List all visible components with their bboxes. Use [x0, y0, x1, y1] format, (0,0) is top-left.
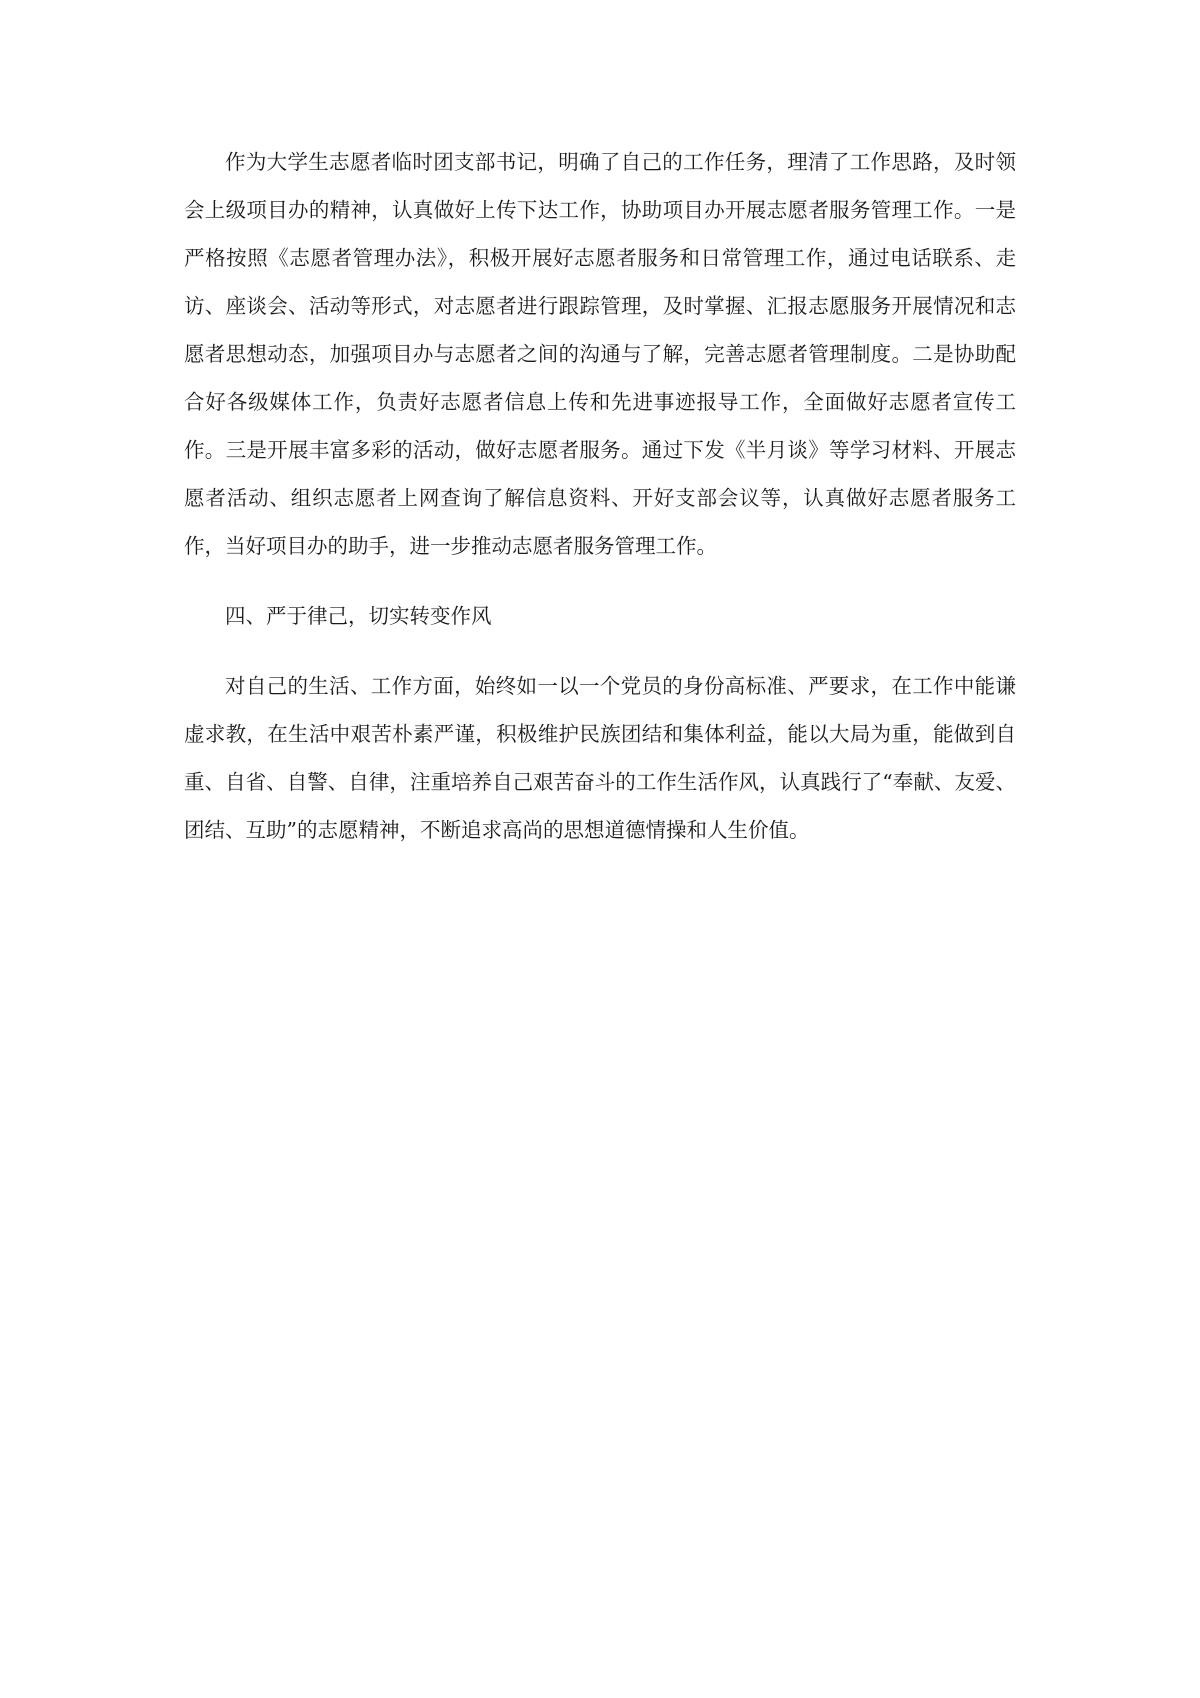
paragraph-self-discipline: 对自己的生活、工作方面，始终如一以一个党员的身份高标准、严要求，在工作中能谦虚求教，在生活中艰苦朴素严谨，积极维护民族团结和集体利益，能以大局为重，能做到自重、自省、自警、自律，注重培养自己艰苦奋斗的工作生活作风，认真践行了“奉献、友爱、团结、互助”的志愿精神，不断追求高尚的思想道德情操和人生价值。: [184, 674, 1016, 842]
paragraph-branch-secretary-work: 作为大学生志愿者临时团支部书记，明确了自己的工作任务，理清了工作思路，及时领会上级项目办的精神，认真做好上传下达工作，协助项目办开展志愿者服务管理工作。一是严格按照《志愿者管理办法》，积极开展好志愿者服务和日常管理工作，通过电话联系、走访、座谈会、活动等形式，对志愿者进行跟踪管理，及时掌握、汇报志愿服务开展情况和志愿者思想动态，加强项目办与志愿者之间的沟通与了解，完善志愿者管理制度。二是协助配合好各级媒体工作，负责好志愿者信息上传和先进事迹报导工作，全面做好志愿者宣传工作。三是开展丰富多彩的活动，做好志愿者服务。通过下发《半月谈》等学习材料、开展志愿者活动、组织志愿者上网查询了解信息资料、开好支部会议等，认真做好志愿者服务工作，当好项目办的助手，进一步推动志愿者服务管理工作。: [184, 150, 1016, 558]
section-heading-four: 四、严于律己，切实转变作风: [225, 604, 492, 628]
document-body: [184, 138, 1016, 854]
